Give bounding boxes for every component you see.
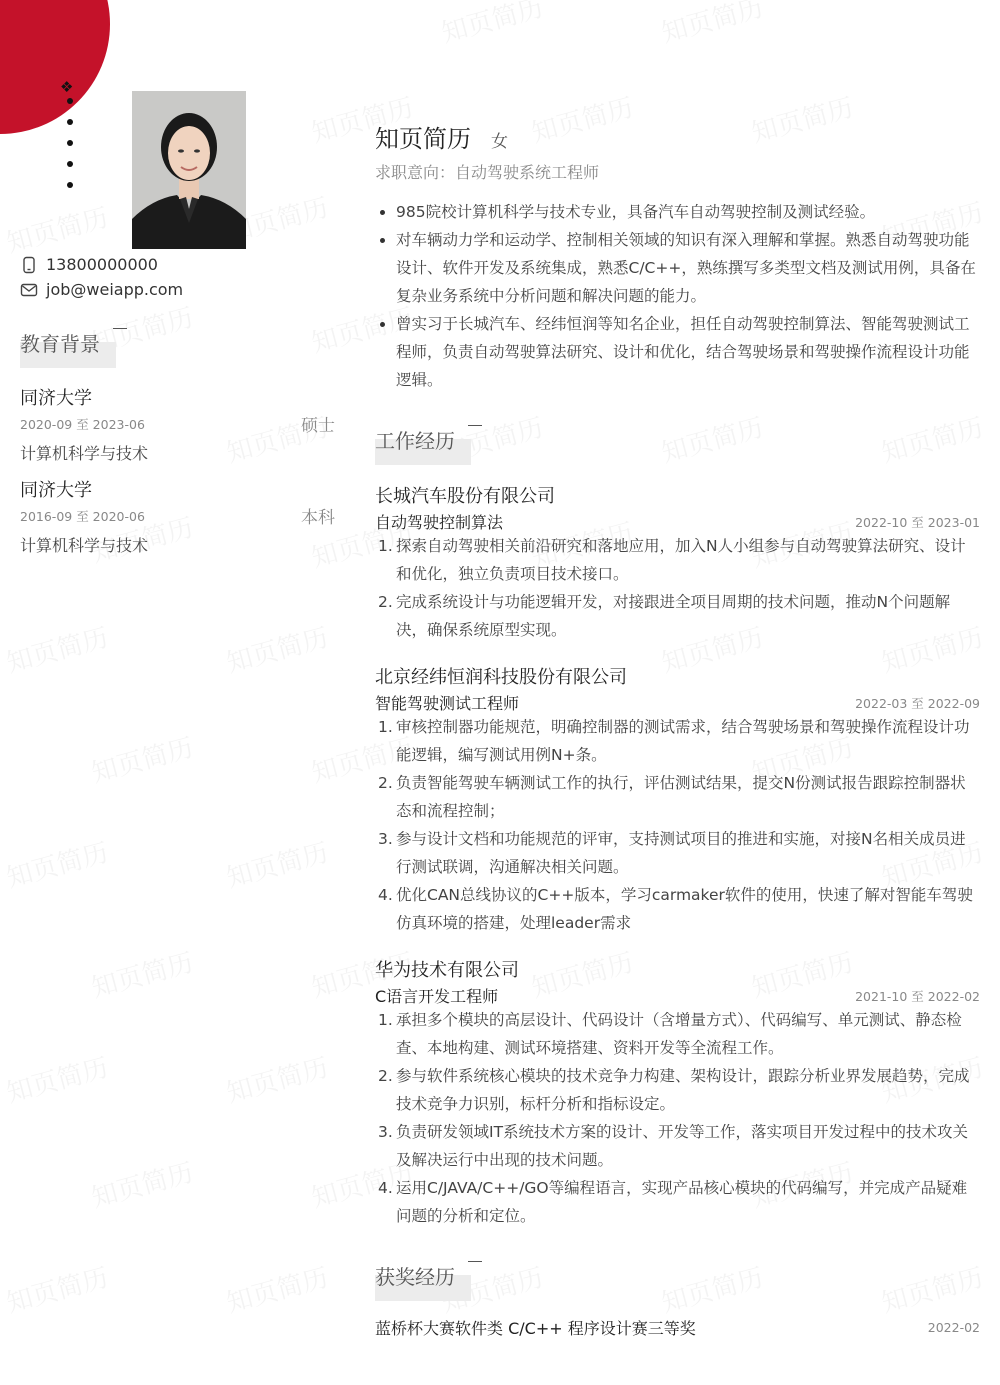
accent-circle xyxy=(0,0,110,134)
section-title: 获奖经历 xyxy=(375,1265,455,1289)
job-duty-list xyxy=(376,532,976,644)
education-major: 计算机科学与技术 xyxy=(20,444,149,463)
job-role: 自动驾驶控制算法 xyxy=(375,513,504,532)
watermark xyxy=(657,407,767,470)
summary-item: 曾实习于长城汽车、经纬恒润等知名企业，担任自动驾驶控制算法、智能驾驶测试工程师，负责自动驾驶算法研究、设计和优化，结合驾驶场景和驾驶操作流程设计功能逻辑。 xyxy=(376,310,976,394)
watermark xyxy=(747,87,857,150)
job-company: 北京经纬恒润科技股份有限公司 xyxy=(375,667,627,688)
watermark xyxy=(2,832,112,895)
watermark xyxy=(222,1047,332,1110)
watermark xyxy=(222,832,332,895)
candidate-name: 知页简历 xyxy=(375,125,471,153)
section-title: 教育背景 xyxy=(20,332,100,356)
section-title: 工作经历 xyxy=(375,429,455,453)
education-degree: 硕士 xyxy=(301,416,335,436)
watermark xyxy=(87,942,197,1005)
education-date: 2016-09 至 2020-06 xyxy=(20,509,145,524)
watermark xyxy=(747,942,857,1005)
job-duty-list xyxy=(376,1006,976,1230)
job-role: 智能驾驶测试工程师 xyxy=(375,694,520,713)
job-date: 2021-10 至 2022-02 xyxy=(855,989,980,1004)
award-date: 2022-02 xyxy=(927,1320,980,1335)
watermark xyxy=(2,617,112,680)
email-contact xyxy=(20,280,183,299)
job-duty: 3. 负责研发领域IT系统技术方案的设计、开发等工作，落实项目开发过程中的技术攻关及解决运行中出现的技术问题。 xyxy=(378,1123,969,1169)
job-date: 2022-10 至 2023-01 xyxy=(855,515,980,530)
phone-icon xyxy=(20,256,38,274)
summary-list xyxy=(376,198,976,394)
job-duty: 3. 参与设计文档和功能规范的评审，支持测试项目的推进和实施，对接N名相关成员进行测试联调，沟通解决相关问题。 xyxy=(378,830,966,876)
job-duty: 1. 审核控制器功能规范，明确控制器的测试需求，结合驾驶场景和驾驶操作流程设计功能逻辑，编写测试用例N+条。 xyxy=(378,718,970,764)
watermark xyxy=(527,87,637,150)
pin-icon: ❖ xyxy=(60,78,74,96)
watermark xyxy=(222,617,332,680)
job-duty: 1. 探索自动驾驶相关前沿研究和落地应用，加入N人小组参与自动驾驶算法研究、设计和优化，独立负责项目技术接口。 xyxy=(378,537,966,583)
job-duty: 2. 参与软件系统核心模块的技术竞争力构建、架构设计，跟踪分析业界发展趋势，完成技术竞争力识别，标杆分析和指标设定。 xyxy=(378,1067,970,1113)
job-duty: 1. 承担多个模块的高层设计、代码设计（含增量方式）、代码编写、单元测试、静态检查、本地构建、测试环境搭建、资料开发等全流程工作。 xyxy=(378,1011,962,1057)
education-school: 同济大学 xyxy=(20,480,92,501)
watermark xyxy=(877,407,987,470)
education-major: 计算机科学与技术 xyxy=(20,536,149,555)
education-school: 同济大学 xyxy=(20,388,92,409)
mail-icon xyxy=(20,281,38,299)
watermark xyxy=(2,1047,112,1110)
avatar xyxy=(132,91,246,249)
job-company: 华为技术有限公司 xyxy=(375,960,519,981)
award-name: 蓝桥杯大赛软件类 C/C++ 程序设计赛三等奖 xyxy=(375,1319,696,1338)
watermark xyxy=(2,1257,112,1320)
phone-contact xyxy=(20,255,158,274)
job-duty: 4. 运用C/JAVA/C++/GO等编程语言，实现产品核心模块的代码编写，并完成产品疑难问题的分析和定位。 xyxy=(378,1179,968,1225)
job-intent: 求职意向：自动驾驶系统工程师 xyxy=(375,163,600,182)
watermark xyxy=(657,0,767,50)
email-address: job@weiapp.com xyxy=(46,280,184,299)
candidate-gender: 女 xyxy=(491,132,508,152)
education-degree: 本科 xyxy=(301,508,335,528)
job-company: 长城汽车股份有限公司 xyxy=(375,486,555,507)
watermark xyxy=(87,727,197,790)
summary-item: 对车辆动力学和运动学、控制相关领域的知识有深入理解和掌握。熟悉自动驾驶功能设计、软件开发及系统集成，熟悉C/C++，熟练撰写多类型文档及测试用例，具备在复杂业务系统中分析问题和解决问题的能力。 xyxy=(376,226,976,310)
job-duty-list xyxy=(376,713,976,937)
job-duty: 4. 优化CAN总线协议的C++版本，学习carmaker软件的使用，快速了解对智能车驾驶仿真环境的搭建，处理leader需求 xyxy=(378,886,973,932)
watermark xyxy=(877,1257,987,1320)
job-role: C语言开发工程师 xyxy=(375,987,499,1006)
decorative-dots xyxy=(67,98,73,203)
watermark xyxy=(2,197,112,260)
watermark xyxy=(657,1257,767,1320)
watermark xyxy=(87,1152,197,1215)
job-duty: 2. 负责智能驾驶车辆测试工作的执行，评估测试结果，提交N份测试报告跟踪控制器状态和流程控制； xyxy=(378,774,966,820)
watermark xyxy=(222,1257,332,1320)
summary-item: 985院校计算机科学与技术专业，具备汽车自动驾驶控制及测试经验。 xyxy=(376,198,976,226)
phone-number: 13800000000 xyxy=(46,255,158,274)
job-date: 2022-03 至 2022-09 xyxy=(855,696,980,711)
watermark xyxy=(437,0,547,50)
education-date: 2020-09 至 2023-06 xyxy=(20,417,145,432)
job-duty: 2. 完成系统设计与功能逻辑开发，对接跟进全项目周期的技术问题，推动N个问题解决，确保系统原型实现。 xyxy=(378,593,951,639)
watermark xyxy=(527,942,637,1005)
